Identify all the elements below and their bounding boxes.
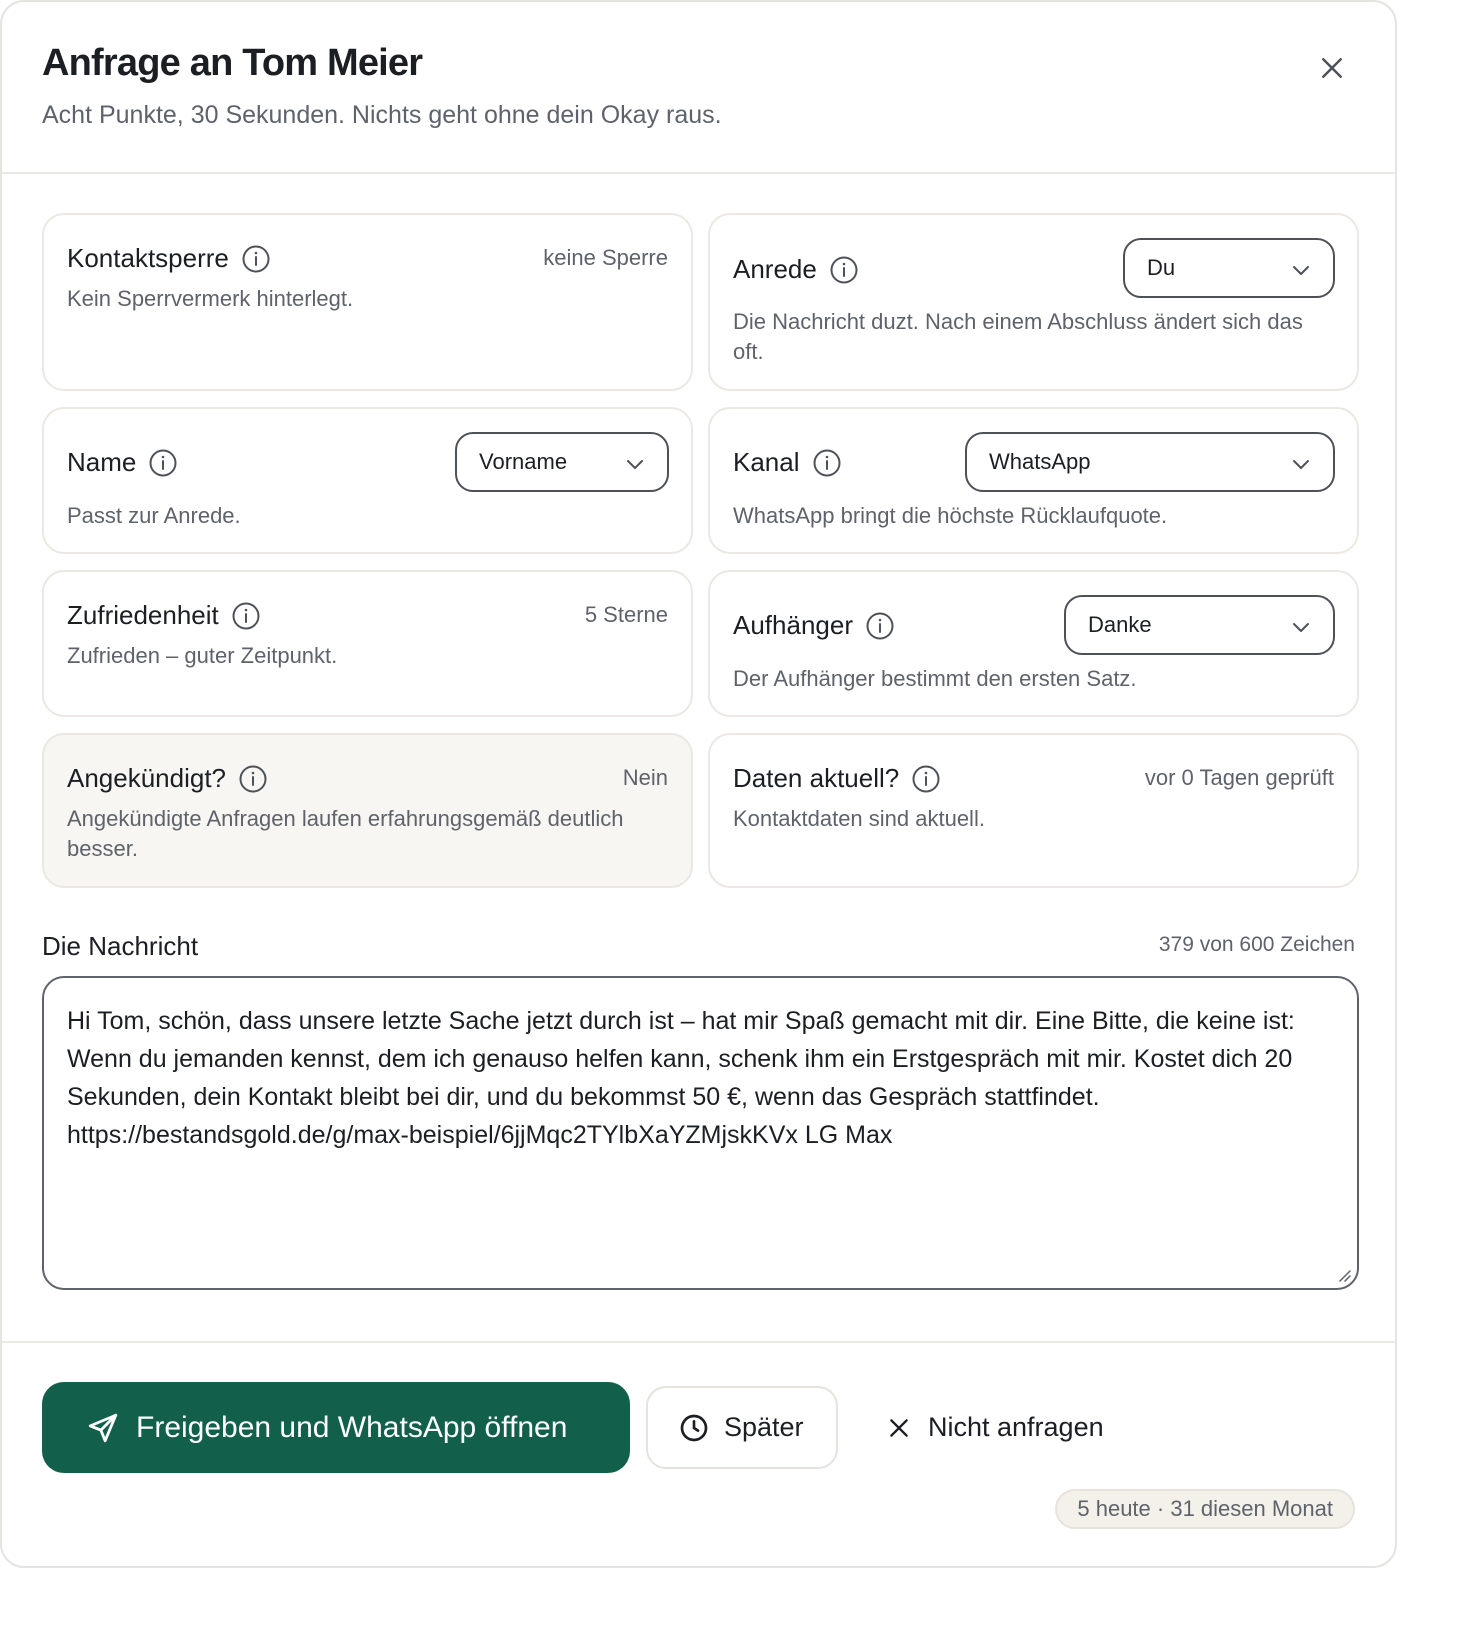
info-icon[interactable]	[241, 244, 271, 274]
kanal-select[interactable]	[965, 432, 1335, 492]
card-desc-aufhaenger: Der Aufhänger bestimmt den ersten Satz.	[733, 666, 1137, 691]
card-label-zufriedenheit: Zufriedenheit	[67, 600, 219, 630]
card-value-kontaktsperre: keine Sperre	[543, 245, 668, 270]
later-label: Später	[724, 1412, 804, 1442]
info-icon[interactable]	[231, 601, 261, 631]
card-desc-name: Passt zur Anrede.	[67, 503, 241, 528]
close-icon	[1317, 53, 1347, 83]
chevron-down-icon	[1289, 615, 1313, 639]
later-button[interactable]	[646, 1386, 838, 1469]
decline-label: Nicht anfragen	[928, 1412, 1104, 1442]
decline-button[interactable]	[886, 1386, 1104, 1469]
card-desc-anrede: Die Nachricht duzt. Nach einem Abschluss ändert sich das oft.	[733, 309, 1303, 364]
close-button[interactable]	[1310, 46, 1354, 90]
dialog-title: Anfrage an Tom Meier	[42, 42, 423, 84]
info-icon[interactable]	[238, 764, 268, 794]
card-value-angekuendigt: Nein	[622, 765, 668, 790]
info-icon[interactable]	[911, 764, 941, 794]
card-desc-kanal: WhatsApp bringt die höchste Rücklaufquote.	[733, 503, 1168, 528]
dialog-subtitle: Acht Punkte, 30 Sekunden. Nichts geht ohne dein Okay raus.	[42, 101, 722, 129]
chevron-down-icon	[623, 452, 647, 476]
resize-handle-icon[interactable]	[1337, 1268, 1351, 1282]
card-angekuendigt	[42, 733, 693, 888]
card-zufriedenheit	[42, 570, 693, 717]
info-icon[interactable]	[829, 255, 859, 285]
chevron-down-icon	[1289, 452, 1313, 476]
card-label-aufhaenger: Aufhänger	[733, 610, 853, 640]
card-label-kanal: Kanal	[733, 447, 800, 477]
chevron-down-icon	[1289, 258, 1313, 282]
card-label-name: Name	[67, 447, 137, 477]
card-desc-kontaktsperre: Kein Sperrvermerk hinterlegt.	[67, 286, 354, 311]
aufhaenger-select[interactable]	[1064, 595, 1335, 655]
message-text: Hi Tom, schön, dass unsere letzte Sache jetzt durch ist – hat mir Spaß gemacht mit dir. Eine Bitte, die keine ist: Wenn du jemanden kennst, dem ich genauso helfen kann, schenk ihm ein Erstgespräch mit mir. Kostet dich 20 Sekunden, dein Kontakt bleibt bei dir, und du bekommst 50 €, wenn das Gespräch stattfindet. https://bestandsgold.de/g/max-beispiel/6jjMqc2TYlbXaYZMjskKVx LG Max	[67, 1007, 1295, 1149]
card-kanal	[708, 407, 1359, 554]
x-icon	[886, 1415, 912, 1441]
card-value-zufriedenheit: 5 Sterne	[584, 602, 668, 627]
approve-whatsapp-button[interactable]	[42, 1382, 630, 1473]
anrede-select-value: Du	[1147, 255, 1176, 280]
card-anrede	[708, 213, 1359, 391]
approve-whatsapp-label: Freigeben und WhatsApp öffnen	[136, 1410, 568, 1444]
card-daten-aktuell	[708, 733, 1359, 888]
card-kontaktsperre	[42, 213, 693, 391]
clock-icon	[678, 1412, 710, 1444]
card-label-angekuendigt: Angekündigt?	[67, 763, 227, 793]
info-icon[interactable]	[812, 448, 842, 478]
card-label-kontaktsperre: Kontaktsperre	[67, 243, 229, 273]
card-desc-daten: Kontaktdaten sind aktuell.	[733, 806, 985, 831]
name-select-value: Vorname	[479, 449, 568, 474]
info-icon[interactable]	[865, 611, 895, 641]
card-name	[42, 407, 693, 554]
card-label-daten: Daten aktuell?	[733, 763, 900, 793]
card-desc-angekuendigt: Angekündigte Anfragen laufen erfahrungsgemäß deutlich besser.	[67, 806, 624, 861]
card-label-anrede: Anrede	[733, 254, 817, 284]
request-stats-text: 5 heute · 31 diesen Monat	[1077, 1496, 1333, 1521]
footer-divider	[2, 1341, 1395, 1343]
message-textarea[interactable]	[42, 976, 1359, 1290]
name-select[interactable]	[455, 432, 669, 492]
send-icon	[86, 1411, 120, 1445]
aufhaenger-select-value: Danke	[1088, 612, 1152, 637]
message-char-count: 379 von 600 Zeichen	[1158, 933, 1355, 956]
card-aufhaenger	[708, 570, 1359, 717]
anrede-select[interactable]	[1123, 238, 1335, 298]
message-label: Die Nachricht	[42, 931, 199, 961]
request-stats-badge	[1055, 1489, 1355, 1529]
card-value-daten: vor 0 Tagen geprüft	[1144, 765, 1334, 790]
card-desc-zufriedenheit: Zufrieden – guter Zeitpunkt.	[67, 643, 338, 668]
info-icon[interactable]	[148, 448, 178, 478]
kanal-select-value: WhatsApp	[989, 449, 1091, 474]
dialog-header	[2, 2, 1395, 174]
